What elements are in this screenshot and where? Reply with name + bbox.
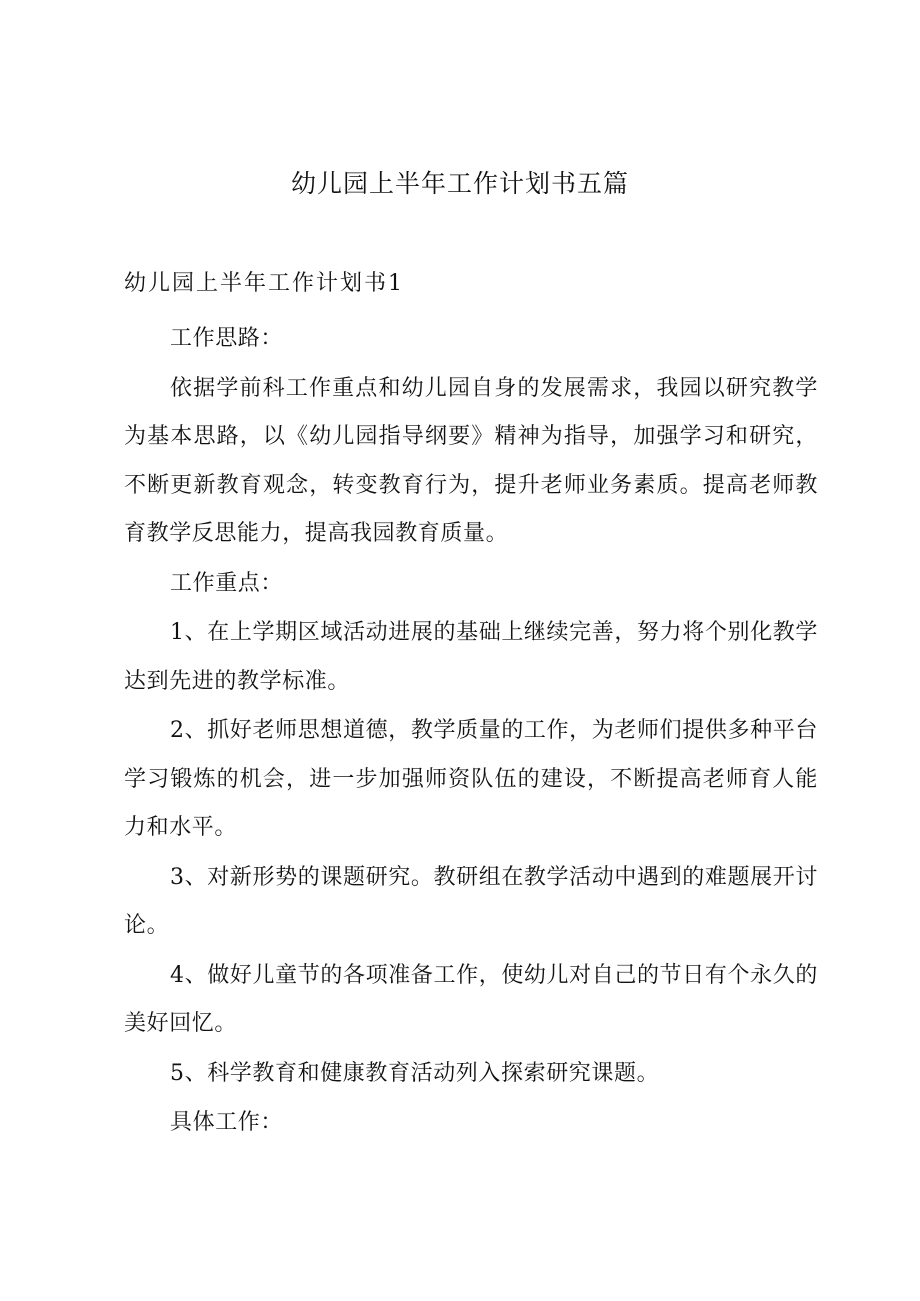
paragraph-key-task-1: 1、在上学期区域活动进展的基础上继续完善，努力将个别化教学达到先进的教学标准。 bbox=[124, 620, 818, 694]
paragraph-key-task-5: 5、科学教育和健康教育活动列入探索研究课题。 bbox=[170, 1060, 660, 1086]
paragraph-key-task-2: 2、抓好老师思想道德，教学质量的工作，为老师们提供多种平台学习锻炼的机会，进一步加强师资队伍的建设，不断提高老师育人能力和水平。 bbox=[124, 718, 818, 840]
paragraph-specific-work-heading: 具体工作： bbox=[170, 1110, 284, 1135]
document-title: 幼儿园上半年工作计划书五篇 bbox=[290, 169, 629, 198]
paragraph-work-approach-heading: 工作思路： bbox=[170, 326, 284, 351]
section-heading: 幼儿园上半年工作计划书1 bbox=[124, 271, 404, 296]
paragraph-work-approach: 依据学前科工作重点和幼儿园自身的发展需求，我园以研究教学为基本思路，以《幼儿园指导纲要》精神为指导，加强学习和研究，不断更新教育观念，转变教育行为，提升老师业务素质。提高老师教育教学反思能力，提高我园教育质量。 bbox=[124, 375, 818, 546]
paragraph-key-task-3: 3、对新形势的课题研究。教研组在教学活动中遇到的难题展开讨论。 bbox=[124, 864, 818, 938]
document-body bbox=[124, 315, 818, 1149]
paragraph-key-tasks-heading: 工作重点： bbox=[170, 570, 284, 596]
paragraph-key-task-4: 4、做好儿童节的各项准备工作，使幼儿对自己的节日有个永久的美好回忆。 bbox=[124, 962, 818, 1036]
